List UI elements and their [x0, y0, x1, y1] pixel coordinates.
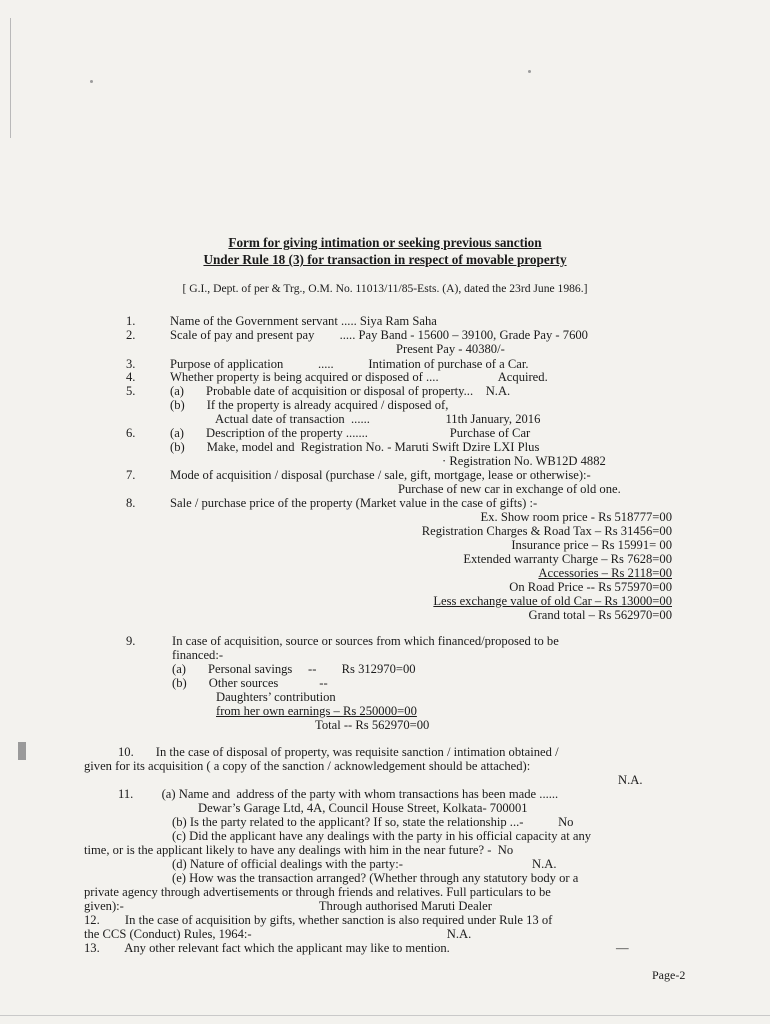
item-number: 6. [126, 426, 136, 440]
item-11-line: (d) Nature of official dealings with the party:- N.A. [172, 857, 557, 871]
scan-speck [528, 70, 531, 73]
scan-edge-line [0, 1015, 770, 1016]
item-number: 4. [126, 370, 136, 384]
reference-line: [ G.I., Dept. of per & Trg., O.M. No. 11013/11/85-Ests. (A), dated the 23rd June 1986.] [182, 282, 588, 295]
item-probable-date: (a) Probable date of acquisition or disposal of property... N.A. [170, 384, 511, 398]
price-warranty: Extended warranty Charge – Rs 7628=00 [463, 552, 672, 566]
price-registration: Registration Charges & Road Tax – Rs 31456=00 [421, 524, 672, 538]
item-registration-no: · Registration No. WB12D 4882 [442, 454, 606, 468]
financing-intro-cont: financed:- [172, 648, 224, 662]
item-number: 7. [126, 468, 136, 482]
item-11-line: (c) Did the applicant have any dealings with the party in his official capacity at any [172, 829, 592, 843]
item-acquired-or-disposed: Whether property is being acquired or disposed of .... Acquired. [170, 370, 548, 384]
item-11-address: Dewar’s Garage Ltd, 4A, Council House Street, Kolkata- 700001 [198, 801, 528, 815]
item-11-line: (b) Is the party related to the applicant? If so, state the relationship ...- No [172, 815, 574, 829]
item-10-line: given for its acquisition ( a copy of the sanction / acknowledgement should be attached): [84, 759, 531, 773]
scan-edge-line [10, 18, 11, 138]
financing-intro: In case of acquisition, source or sources from which financed/proposed to be [172, 634, 559, 648]
item-13-line: 13. Any other relevant fact which the applicant may like to mention. [84, 941, 450, 955]
item-number: 9. [126, 634, 136, 648]
item-11-line: time, or is the applicant likely to have any dealings with him in the near future? - No [84, 843, 514, 857]
financing-daughter: Daughters’ contribution [216, 690, 336, 704]
item-make-model: (b) Make, model and Registration No. - Maruti Swift Dzire LXI Plus [170, 440, 540, 454]
item-10-answer: N.A. [618, 773, 643, 787]
scan-side-mark [18, 742, 26, 760]
item-purpose: Purpose of application ..... Intimation of purchase of a Car. [170, 357, 529, 371]
item-12-line: 12. In the case of acquisition by gifts, whether sanction is also required under Rule 13 of [84, 913, 553, 927]
item-10-line: 10. In the case of disposal of property, was requisite sanction / intimation obtained / [118, 745, 559, 759]
form-subtitle: Under Rule 18 (3) for transaction in respect of movable property [203, 252, 567, 267]
item-number: 5. [126, 384, 136, 398]
item-number: 8. [126, 496, 136, 510]
item-number: 1. [126, 314, 136, 328]
item-13-dash: — [616, 941, 629, 955]
item-11-line: private agency through advertisements or through friends and relatives. Full particulars to be [84, 885, 551, 899]
financing-other-sources: (b) Other sources -- [172, 676, 328, 690]
item-number: 3. [126, 357, 136, 371]
item-12-line: the CCS (Conduct) Rules, 1964:- N.A. [84, 927, 472, 941]
price-accessories: Accessories – Rs 2118=00 [538, 566, 672, 580]
item-number: 2. [126, 328, 136, 342]
form-title: Form for giving intimation or seeking previous sanction [228, 235, 542, 250]
item-already-acquired: (b) If the property is already acquired / disposed of, [170, 398, 449, 412]
item-actual-date: Actual date of transaction ...... 11th January, 2016 [215, 412, 541, 426]
financing-total: Total -- Rs 562970=00 [315, 718, 430, 732]
item-name-of-servant: Name of the Government servant ..... Siya Ram Saha [170, 314, 437, 328]
scan-speck [90, 80, 93, 83]
item-11-line: 11. (a) Name and address of the party with whom transactions has been made ...... [118, 787, 559, 801]
price-showroom: Ex. Show room price - Rs 518777=00 [480, 510, 672, 524]
item-present-pay: Present Pay - 40380/- [396, 342, 505, 356]
item-sale-purchase-price: Sale / purchase price of the property (Market value in the case of gifts) :- [170, 496, 538, 510]
price-less-exchange: Less exchange value of old Car – Rs 13000=00 [433, 594, 672, 608]
item-scale-of-pay: Scale of pay and present pay ..... Pay Band - 15600 – 39100, Grade Pay - 7600 [170, 328, 588, 342]
item-mode-answer: Purchase of new car in exchange of old one. [398, 482, 621, 496]
financing-personal-savings: (a) Personal savings -- Rs 312970=00 [172, 662, 416, 676]
price-grand-total: Grand total – Rs 562970=00 [528, 608, 672, 622]
financing-earnings: from her own earnings – Rs 250000=00 [216, 704, 417, 718]
page-number: Page-2 [652, 968, 686, 982]
price-insurance: Insurance price – Rs 15991= 00 [511, 538, 672, 552]
item-11-line: (e) How was the transaction arranged? (Whether through any statutory body or a [172, 871, 579, 885]
item-11-line: given):- Through authorised Maruti Dealer [84, 899, 492, 913]
item-description: (a) Description of the property ....... Purchase of Car [170, 426, 531, 440]
price-on-road: On Road Price -- Rs 575970=00 [509, 580, 672, 594]
item-mode-of-acquisition: Mode of acquisition / disposal (purchase / sale, gift, mortgage, lease or otherwise):- [170, 468, 591, 482]
